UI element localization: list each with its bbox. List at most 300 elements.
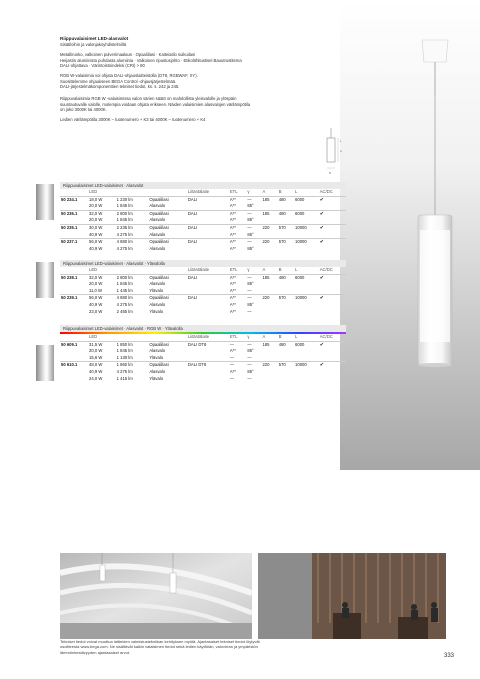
acdc-check: [319, 355, 346, 362]
beam-angle: 85°: [247, 217, 254, 223]
control-gear: [187, 281, 229, 288]
dim-l: [294, 288, 319, 295]
lumens: 1 845 lm: [116, 217, 133, 223]
wattage: 40,9 W: [89, 245, 103, 251]
article-number: 50 239.1: [60, 295, 88, 302]
lumens: 1 845 lm: [116, 203, 133, 209]
article-number: [60, 246, 88, 253]
table-row: [60, 362, 346, 369]
article-number: [60, 369, 88, 376]
energy-class: —: [229, 375, 235, 381]
table-header-row: [60, 189, 346, 196]
article-number: [60, 302, 88, 309]
energy-class: A**: [229, 281, 236, 287]
dim-l: [294, 246, 319, 253]
dim-a: 220: [261, 239, 277, 246]
wattage: 20,0 W: [89, 217, 103, 223]
spec-section-downlight: [60, 182, 346, 252]
energy-class: A**: [229, 348, 236, 354]
table-row: [60, 302, 346, 309]
table-row: [60, 309, 346, 316]
col-beam: γ: [246, 334, 261, 341]
spec-table: [60, 334, 346, 382]
rgbw-line: Suosittelemme ohjaukseen BEGA Control -ohjausjärjestelmää.: [60, 78, 177, 84]
material-description: [60, 52, 330, 69]
light-type: Alasvalo: [149, 368, 166, 374]
control-gear: [187, 217, 229, 224]
dim-a: [261, 348, 277, 355]
acdc-check: [319, 376, 346, 383]
table-row: [60, 210, 346, 217]
beam-angle: —: [247, 354, 252, 360]
auditorium-photo: [258, 553, 446, 639]
beam-angle: —: [247, 341, 252, 347]
table-row: [60, 246, 346, 253]
acdc-check: ✔: [319, 196, 324, 203]
control-gear: DALI DT8: [187, 341, 207, 347]
dim-b: [278, 288, 294, 295]
section-heading: Riippuvalaisimet LED-valaisimet · Alasvalot: [60, 182, 346, 189]
beam-angle: —: [246, 295, 261, 302]
acdc-check: [319, 203, 346, 210]
beam-angle: 85°: [247, 301, 254, 307]
control-gear: [187, 203, 229, 210]
beam-angle: —: [247, 287, 252, 293]
light-type: Alasvalo: [149, 281, 166, 287]
svg-text:B: B: [329, 171, 332, 175]
acdc-check: [319, 217, 346, 224]
light-type: Opaaliilasi: [149, 196, 169, 202]
wattage: 48,0 W: [88, 362, 116, 369]
col-acdc: AC/DC: [319, 334, 346, 341]
control-gear: [187, 309, 229, 316]
color-temp-note: [60, 117, 330, 123]
footer-line: osoitteesta www.bega.com. Ne sisältävät kaikin valaisimen tiedot sekä ledien käyttöiän, valovirran ja ympäristön: [60, 644, 258, 650]
energy-class: A**: [229, 368, 236, 374]
beam-angle: —: [247, 375, 252, 381]
dim-a: [261, 203, 277, 210]
table-row: [60, 355, 346, 362]
material-line: Heijastin alumiinista puhdasta alumiinia · Valkoinen ripustusjohto · Etikolöhitustisel Bauutrustitema: [60, 57, 242, 63]
beam-angle: 85°: [247, 245, 254, 251]
lumens: 1 130 lm: [116, 354, 133, 360]
dim-l: [294, 232, 319, 239]
control-line: on joko 3000K tai 4000K.: [60, 107, 107, 113]
article-number: [60, 232, 88, 239]
col-led: LED: [88, 189, 187, 196]
lumens: 1 850 lm: [116, 341, 133, 347]
dimension-sketch: [318, 128, 344, 176]
light-type: Alasvalo: [149, 245, 166, 251]
energy-class: —: [229, 362, 247, 369]
acdc-check: [319, 288, 346, 295]
dim-a: 220: [261, 224, 277, 231]
acdc-check: [319, 246, 346, 253]
beam-angle: 85°: [247, 368, 254, 374]
col-a: A: [261, 334, 277, 341]
table-row: [60, 274, 346, 281]
article-number: 50 236.1: [60, 210, 88, 217]
dim-b: 570: [278, 239, 294, 246]
dim-a: 185: [262, 274, 270, 280]
energy-class: A**: [229, 224, 247, 231]
article-number: [60, 376, 88, 383]
product-thumbnail-updown: [36, 262, 54, 298]
col-b: B: [278, 189, 294, 196]
table-row: [60, 369, 346, 376]
light-type: Alasvalo: [149, 231, 166, 237]
col-led: LED: [88, 334, 187, 341]
installation-photo-auditorium: [258, 553, 446, 639]
dim-b: [278, 281, 294, 288]
beam-angle: —: [247, 274, 252, 280]
dim-b: 570: [278, 224, 294, 231]
beam-angle: —: [246, 210, 261, 217]
beam-angle: —: [247, 196, 252, 202]
table-row: [60, 239, 346, 246]
light-type: Opaaliilasi: [148, 210, 187, 217]
dim-l: 10000: [294, 362, 319, 369]
section-rows: [60, 196, 346, 252]
beam-angle: —: [246, 224, 261, 231]
wattage: 11,0 W: [89, 287, 102, 293]
col-acdc: AC/DC: [319, 267, 346, 274]
lumens: 4 275 lm: [116, 301, 133, 307]
rgbw-line: DALI-järjestelmäkomponenttien tekniset tiedot, ks. s. 242 ja 245.: [60, 84, 180, 90]
table-row: [60, 295, 346, 302]
energy-class: —: [229, 341, 235, 347]
product-thumbnail-downlight: [36, 184, 54, 220]
acdc-check: ✔: [319, 295, 346, 302]
lumens: 1 415 lm: [116, 375, 133, 381]
dim-a: [261, 232, 277, 239]
lumens: 1 230 lm: [116, 196, 133, 202]
article-number: [60, 203, 88, 210]
acdc-check: ✔: [319, 210, 346, 217]
dim-a: 185: [262, 341, 270, 347]
product-thumbnail-rgbw: [36, 345, 54, 381]
control-gear: [187, 302, 229, 309]
table-header-row: [60, 267, 346, 274]
light-type: Opaaliilasi: [148, 239, 187, 246]
page-number: 333: [444, 653, 455, 659]
lumens: 1 860 lm: [116, 362, 149, 369]
wattage: 40,9 W: [89, 368, 103, 374]
dim-b: 570: [278, 295, 294, 302]
wattage: 20,0 W: [89, 203, 103, 209]
dim-b: [278, 309, 294, 316]
light-type: Opaaliilasi: [148, 295, 187, 302]
table-row: [60, 376, 346, 383]
acdc-check: [319, 348, 346, 355]
dim-l: [294, 355, 319, 362]
wattage: 20,0 W: [89, 281, 103, 287]
control-gear: [187, 246, 229, 253]
dim-a: [261, 302, 277, 309]
col-a: A: [261, 267, 277, 274]
light-type: Opaaliilasi: [149, 274, 169, 280]
control-gear: DALI: [187, 210, 229, 217]
dim-b: [278, 203, 294, 210]
control-gear: [187, 369, 229, 376]
energy-class: A**: [229, 217, 236, 223]
col-acdc: AC/DC: [319, 189, 346, 196]
lumens: 2 235 lm: [116, 224, 149, 231]
col-a: A: [261, 189, 277, 196]
rgbw-description: [60, 73, 330, 90]
col-beam: γ: [246, 189, 261, 196]
page-subtitle: Sisätiloihin ja valonjakoyhdistelmillä: [60, 42, 127, 47]
section-rows: [60, 274, 346, 315]
control-line: Riippuvalaisimia RGB W -valaisimissa valon värien säätö on mahdollista yleisvalolle ja ylöspäin: [60, 96, 237, 101]
control-gear: [187, 288, 229, 295]
col-etl: ETL: [229, 267, 247, 274]
acdc-check: [319, 369, 346, 376]
beam-angle: —: [246, 239, 261, 246]
energy-class: A**: [229, 231, 236, 237]
article-number: [60, 309, 88, 316]
control-description: [60, 96, 330, 113]
beam-angle: 85°: [247, 281, 254, 287]
article-number: [60, 355, 88, 362]
energy-class: A**: [229, 301, 236, 307]
dim-b: [278, 217, 294, 224]
energy-class: —: [229, 354, 235, 360]
energy-class: A**: [229, 210, 247, 217]
dim-b: [278, 376, 294, 383]
light-type: Ylävalo: [149, 308, 164, 314]
dim-b: 480: [278, 210, 294, 217]
svg-text:L: L: [340, 139, 342, 143]
article-number: 50 610.1: [60, 362, 88, 369]
dim-a: 220: [261, 295, 277, 302]
wattage: 15,6 W: [89, 354, 103, 360]
spec-section-updown: [60, 260, 346, 315]
energy-class: A**: [229, 274, 236, 280]
article-number: 50 237.1: [60, 239, 88, 246]
table-row: [60, 348, 346, 355]
lumens: 2 800 lm: [116, 210, 149, 217]
article-number: [60, 288, 88, 295]
col-beam: γ: [246, 267, 261, 274]
col-l: L: [294, 267, 319, 274]
energy-class: A**: [229, 287, 236, 293]
beam-angle: —: [246, 362, 261, 369]
light-type: Ylävalo: [149, 375, 164, 381]
spec-table: [60, 189, 346, 252]
beam-angle: 85°: [247, 231, 254, 237]
dim-l: 10000: [294, 239, 319, 246]
col-l: L: [294, 334, 319, 341]
wattage: 56,0 W: [88, 239, 116, 246]
dim-b: [278, 246, 294, 253]
dim-b: [278, 348, 294, 355]
dim-b: [278, 302, 294, 309]
energy-class: A**: [229, 203, 236, 209]
light-type: Alasvalo: [149, 203, 166, 209]
lumens: 1 845 lm: [116, 281, 133, 287]
article-number: [60, 348, 88, 355]
dim-b: 480: [278, 196, 286, 202]
article-number: 50 238.1: [61, 274, 78, 280]
table-row: [60, 288, 346, 295]
installation-photo-hall: [60, 553, 252, 639]
light-type: Alasvalo: [149, 348, 166, 354]
control-gear: DALI DT8: [187, 362, 229, 369]
dim-l: [294, 203, 319, 210]
lumens: 4 880 lm: [116, 295, 149, 302]
control-gear: [187, 232, 229, 239]
table-row: [60, 217, 346, 224]
table-row: [60, 341, 346, 348]
svg-text:A: A: [340, 149, 343, 153]
lumens: 1 445 lm: [116, 287, 133, 293]
material-line: Metallirunko, valkoinen pulverimaalaus · Opaaliilasi · Kaiteiatilo suikuilasi: [60, 52, 195, 57]
material-line: DALI-ohjattava · Värintoistoindeksi (CRI) > 80: [60, 63, 145, 69]
col-socket: Liitäntälaite: [187, 267, 229, 274]
acdc-check: ✔: [319, 274, 324, 281]
energy-class: A**: [229, 245, 236, 251]
dim-l: 6000: [295, 274, 305, 280]
light-type: Opaaliilasi: [149, 341, 169, 347]
acdc-check: ✔: [319, 224, 346, 231]
dim-b: 480: [278, 274, 286, 280]
col-led: LED: [88, 267, 187, 274]
footer-line: Tekniset tiedot voivat muuttua laitteiden valmistustekniikan kehityksen myötä. Ajantasaiset tekniset tiedot löytyvät: [60, 639, 260, 644]
table-row: [60, 281, 346, 288]
wattage: 30,0 W: [88, 224, 116, 231]
article-number: [60, 217, 88, 224]
control-gear: DALI: [187, 239, 229, 246]
lumens: 1 845 lm: [116, 348, 133, 354]
hall-photo: [60, 553, 252, 639]
dim-b: 480: [278, 341, 286, 347]
lumens: 4 275 lm: [116, 231, 133, 237]
wattage: 20,0 W: [89, 348, 103, 354]
section-heading: Riippuvalaisimet LED-valaisimet · Alasvalot · Ylävalolla: [60, 260, 346, 267]
dim-a: 220: [261, 362, 277, 369]
acdc-check: [319, 302, 346, 309]
energy-class: A**: [229, 308, 236, 314]
article-number: 50 609.1: [61, 341, 78, 347]
dim-a: [261, 217, 277, 224]
wattage: 40,9 W: [89, 301, 103, 307]
energy-class: A**: [229, 295, 247, 302]
spec-section-rgbw: [60, 325, 346, 382]
lumens: 2 465 lm: [116, 308, 133, 314]
footer-line: lämmönkestävyyden ajantasaiset arvot.: [60, 649, 131, 655]
control-gear: DALI: [187, 274, 198, 280]
wattage: 31,5 W: [89, 341, 103, 347]
dim-l: [294, 348, 319, 355]
dim-a: [261, 281, 277, 288]
control-gear: [187, 348, 229, 355]
dim-a: [261, 355, 277, 362]
control-gear: DALI: [187, 224, 229, 231]
dim-b: [278, 369, 294, 376]
dim-l: 10000: [294, 295, 319, 302]
col-b: B: [278, 267, 294, 274]
lumens: 4 275 lm: [116, 245, 133, 251]
acdc-check: ✔: [319, 341, 324, 348]
color-temp-line: Ledien värilämpötila 3000K – tuotenumero + K3 tai 4000K – tuotenumero + K4: [60, 117, 206, 122]
lumens: 4 880 lm: [116, 239, 149, 246]
table-row: [60, 203, 346, 210]
col-l: L: [294, 189, 319, 196]
section-rows: [60, 341, 346, 382]
light-type: Ylävalo: [149, 287, 164, 293]
energy-class: A**: [229, 196, 236, 202]
light-type: Opaaliilasi: [148, 224, 187, 231]
dim-a: [261, 376, 277, 383]
control-gear: [187, 355, 229, 362]
dim-b: 570: [278, 362, 294, 369]
dim-l: [294, 302, 319, 309]
spec-table: [60, 267, 346, 315]
wattage: 18,0 W: [89, 196, 103, 202]
dim-l: [294, 376, 319, 383]
dim-a: [261, 369, 277, 376]
page-title: Riippuvalaisimet LED-alasvalot: [60, 36, 129, 41]
dim-b: [278, 232, 294, 239]
dim-l: 10000: [294, 224, 319, 231]
footer-note: [60, 639, 390, 655]
dim-l: [294, 217, 319, 224]
wattage: 23,0 W: [89, 308, 103, 314]
acdc-check: [319, 232, 346, 239]
dim-a: 185: [262, 196, 270, 202]
dim-l: 6000: [295, 341, 305, 347]
light-type: Ylävalo: [149, 354, 164, 360]
beam-angle: 85°: [247, 348, 254, 354]
wattage: 32,0 W: [88, 210, 116, 217]
col-socket: Liitäntälaite: [187, 334, 229, 341]
dim-a: [261, 246, 277, 253]
dim-l: [294, 369, 319, 376]
table-row: [60, 224, 346, 231]
dim-b: [278, 355, 294, 362]
beam-angle: —: [247, 308, 252, 314]
dim-a: 185: [261, 210, 277, 217]
table-row: [60, 196, 346, 203]
table-header-row: [60, 334, 346, 341]
wattage: 32,0 W: [89, 274, 103, 280]
acdc-check: ✔: [319, 362, 346, 369]
beam-angle: 85°: [247, 203, 254, 209]
article-number: [60, 281, 88, 288]
dim-a: [261, 288, 277, 295]
acdc-check: [319, 309, 346, 316]
wattage: 56,0 W: [88, 295, 116, 302]
light-type: Opaaliilasi: [148, 362, 187, 369]
dim-l: [294, 281, 319, 288]
article-number: 50 234.1: [61, 196, 78, 202]
col-etl: ETL: [229, 334, 247, 341]
lumens: 2 800 lm: [116, 274, 133, 280]
col-socket: Liitäntälaite: [187, 189, 229, 196]
energy-class: A**: [229, 239, 247, 246]
section-heading: Riippuvalaisimet LED-valaisimet · Alasvalot · RGB W · Ylävalolla: [60, 325, 346, 332]
light-type: Alasvalo: [149, 301, 166, 307]
control-gear: [187, 376, 229, 383]
control-gear: DALI: [187, 196, 198, 202]
dim-l: 6000: [295, 196, 305, 202]
wattage: 24,0 W: [89, 375, 103, 381]
col-etl: ETL: [229, 189, 247, 196]
acdc-check: ✔: [319, 239, 346, 246]
article-number: 50 235.1: [60, 224, 88, 231]
control-gear: DALI: [187, 295, 229, 302]
